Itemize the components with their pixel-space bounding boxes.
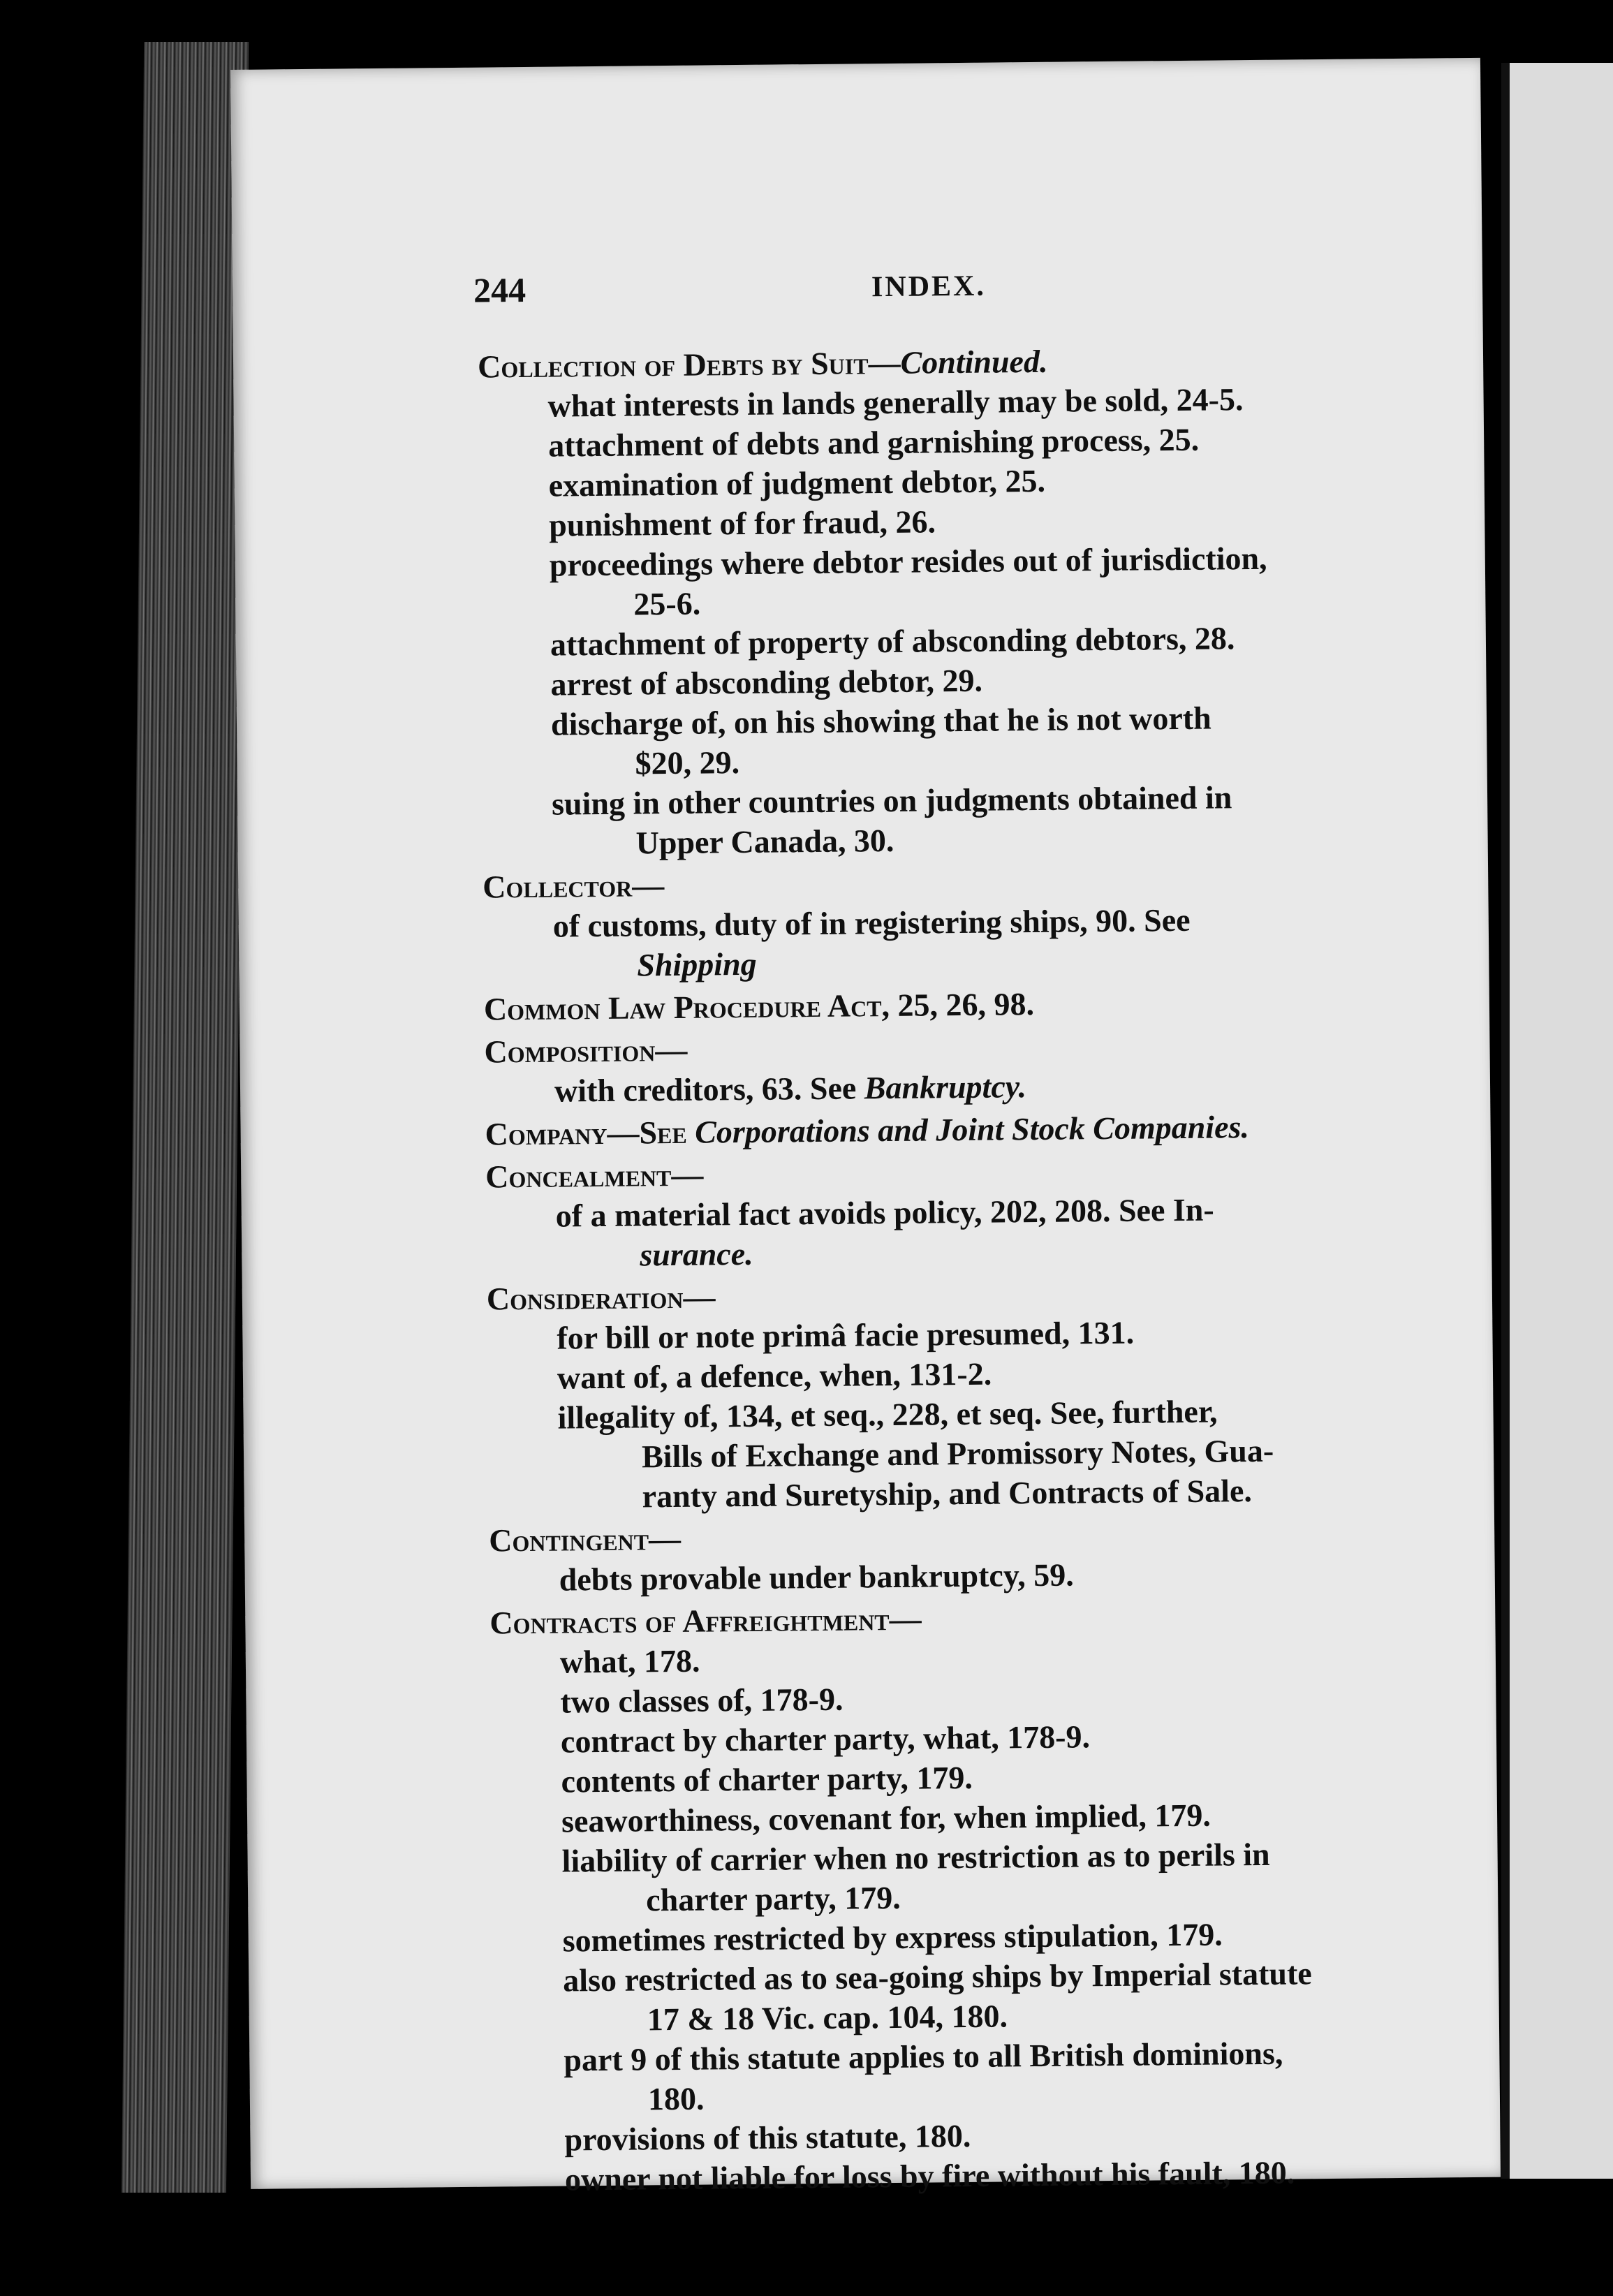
subentry-text: debts provable under bankruptcy, 59. <box>559 1557 1075 1598</box>
subentry-text: 180. <box>647 2080 705 2117</box>
subentry-text: two classes of, 178-9. <box>560 1681 844 1720</box>
index-entry <box>485 1146 1613 1276</box>
subentry-text: surance. <box>640 1235 753 1273</box>
subentry-text: with creditors, 63. See <box>554 1070 865 1109</box>
subentry-text: $20, 29. <box>635 744 740 781</box>
subentry-text: ranty and Suretyship, and Contracts of Sale. <box>642 1473 1253 1515</box>
page-title: INDEX. <box>871 270 987 304</box>
subentry-text: illegality of, 134, et seq., 228, et seq. See, further, <box>557 1393 1218 1436</box>
index-heading-text: Collector— <box>483 867 665 905</box>
index-entry <box>489 1510 1613 1600</box>
subentry-text: 25-6. <box>633 585 701 622</box>
index-entries <box>478 336 1613 2203</box>
subentry-text: liability of carrier when no restriction as to perils in <box>561 1836 1270 1879</box>
index-entry <box>483 856 1613 987</box>
index-entry <box>487 1268 1613 1518</box>
book-page-edges <box>121 42 249 2193</box>
index-entry <box>485 1103 1613 1154</box>
index-page <box>230 58 1501 2198</box>
subentry-text: attachment of debts and garnishing process, 25. <box>547 421 1200 464</box>
subentry-text: attachment of property of absconding debtors, 28. <box>550 620 1235 663</box>
subentry-text: Shipping <box>637 945 757 983</box>
subentry-text: discharge of, on his showing that he is not worth <box>550 700 1211 742</box>
index-heading-text: Common Law Procedure Act, 25, 26, 98. <box>483 986 1035 1027</box>
subentry-text: for bill or note primâ facie presumed, 131. <box>557 1314 1135 1356</box>
subentry-text: punishment of for fraud, 26. <box>549 503 936 543</box>
index-entry <box>484 978 1613 1029</box>
page-header <box>473 263 1207 310</box>
cross-reference: Bankruptcy. <box>864 1068 1027 1106</box>
index-heading <box>485 1103 1613 1154</box>
index-heading-text: Concealment— <box>485 1156 704 1195</box>
continued-label: Continued. <box>900 343 1048 381</box>
subentry-text: of a material fact avoids policy, 202, 208. See In- <box>555 1191 1214 1234</box>
index-entry <box>484 1021 1613 1112</box>
index-heading <box>484 978 1613 1029</box>
subentry-text: what interests in lands generally may be sold, 24-5. <box>547 381 1244 424</box>
subentry-text: 17 & 18 Vic. cap. 104, 180. <box>647 1998 1008 2038</box>
subentry-text: proceedings where debtor resides out of jurisdiction, <box>549 540 1267 583</box>
index-heading-text: Consideration— <box>486 1279 716 1317</box>
subentry-text: seaworthiness, covenant for, when implied, 179. <box>561 1797 1211 1839</box>
subentry-text: what, 178. <box>559 1642 700 1680</box>
page-number: 244 <box>473 270 526 310</box>
subentry-text: Bills of Exchange and Promissory Notes, Gua- <box>641 1432 1274 1475</box>
subentry-text: also restricted as to sea-going ships by Imperial statute <box>563 1955 1312 1999</box>
subentry-text: want of, a defence, when, 131-2. <box>557 1355 992 1396</box>
index-entry <box>489 1592 1613 2200</box>
subentry-text: suing in other countries on judgments obtained in <box>551 779 1232 822</box>
index-heading-text: Contracts of Affreightment— <box>489 1600 922 1641</box>
subentry-text: part 9 of this statute applies to all British dominions, <box>564 2035 1283 2078</box>
index-heading-text: Collection of Debts by Suit— <box>477 344 901 385</box>
subentry-text: examination of judgment debtor, 25. <box>548 462 1046 503</box>
subentry-text: contents of charter party, 179. <box>561 1759 973 1800</box>
subentry-text: charter party, 179. <box>645 1879 901 1918</box>
index-heading-text: Company—See <box>485 1114 695 1152</box>
subentry-text: arrest of absconding debtor, 29. <box>550 662 983 702</box>
subentry-text: contract by charter party, what, 178-9. <box>560 1719 1091 1760</box>
index-heading-text: Composition— <box>484 1031 688 1070</box>
cross-reference: Corporations and Joint Stock Companies. <box>694 1109 1250 1150</box>
subentry-text: provisions of this statute, 180. <box>564 2117 971 2158</box>
index-entry <box>478 336 1613 864</box>
subentry-text: of customs, duty of in registering ships, 90. See <box>552 902 1191 944</box>
subentry-text: sometimes restricted by express stipulation, 179. <box>562 1916 1223 1959</box>
subentry-text: owner not liable for loss by fire without his fault, 180. <box>564 2154 1295 2198</box>
index-heading-text: Contingent— <box>488 1520 682 1559</box>
subentry-text: Upper Canada, 30. <box>635 822 894 861</box>
